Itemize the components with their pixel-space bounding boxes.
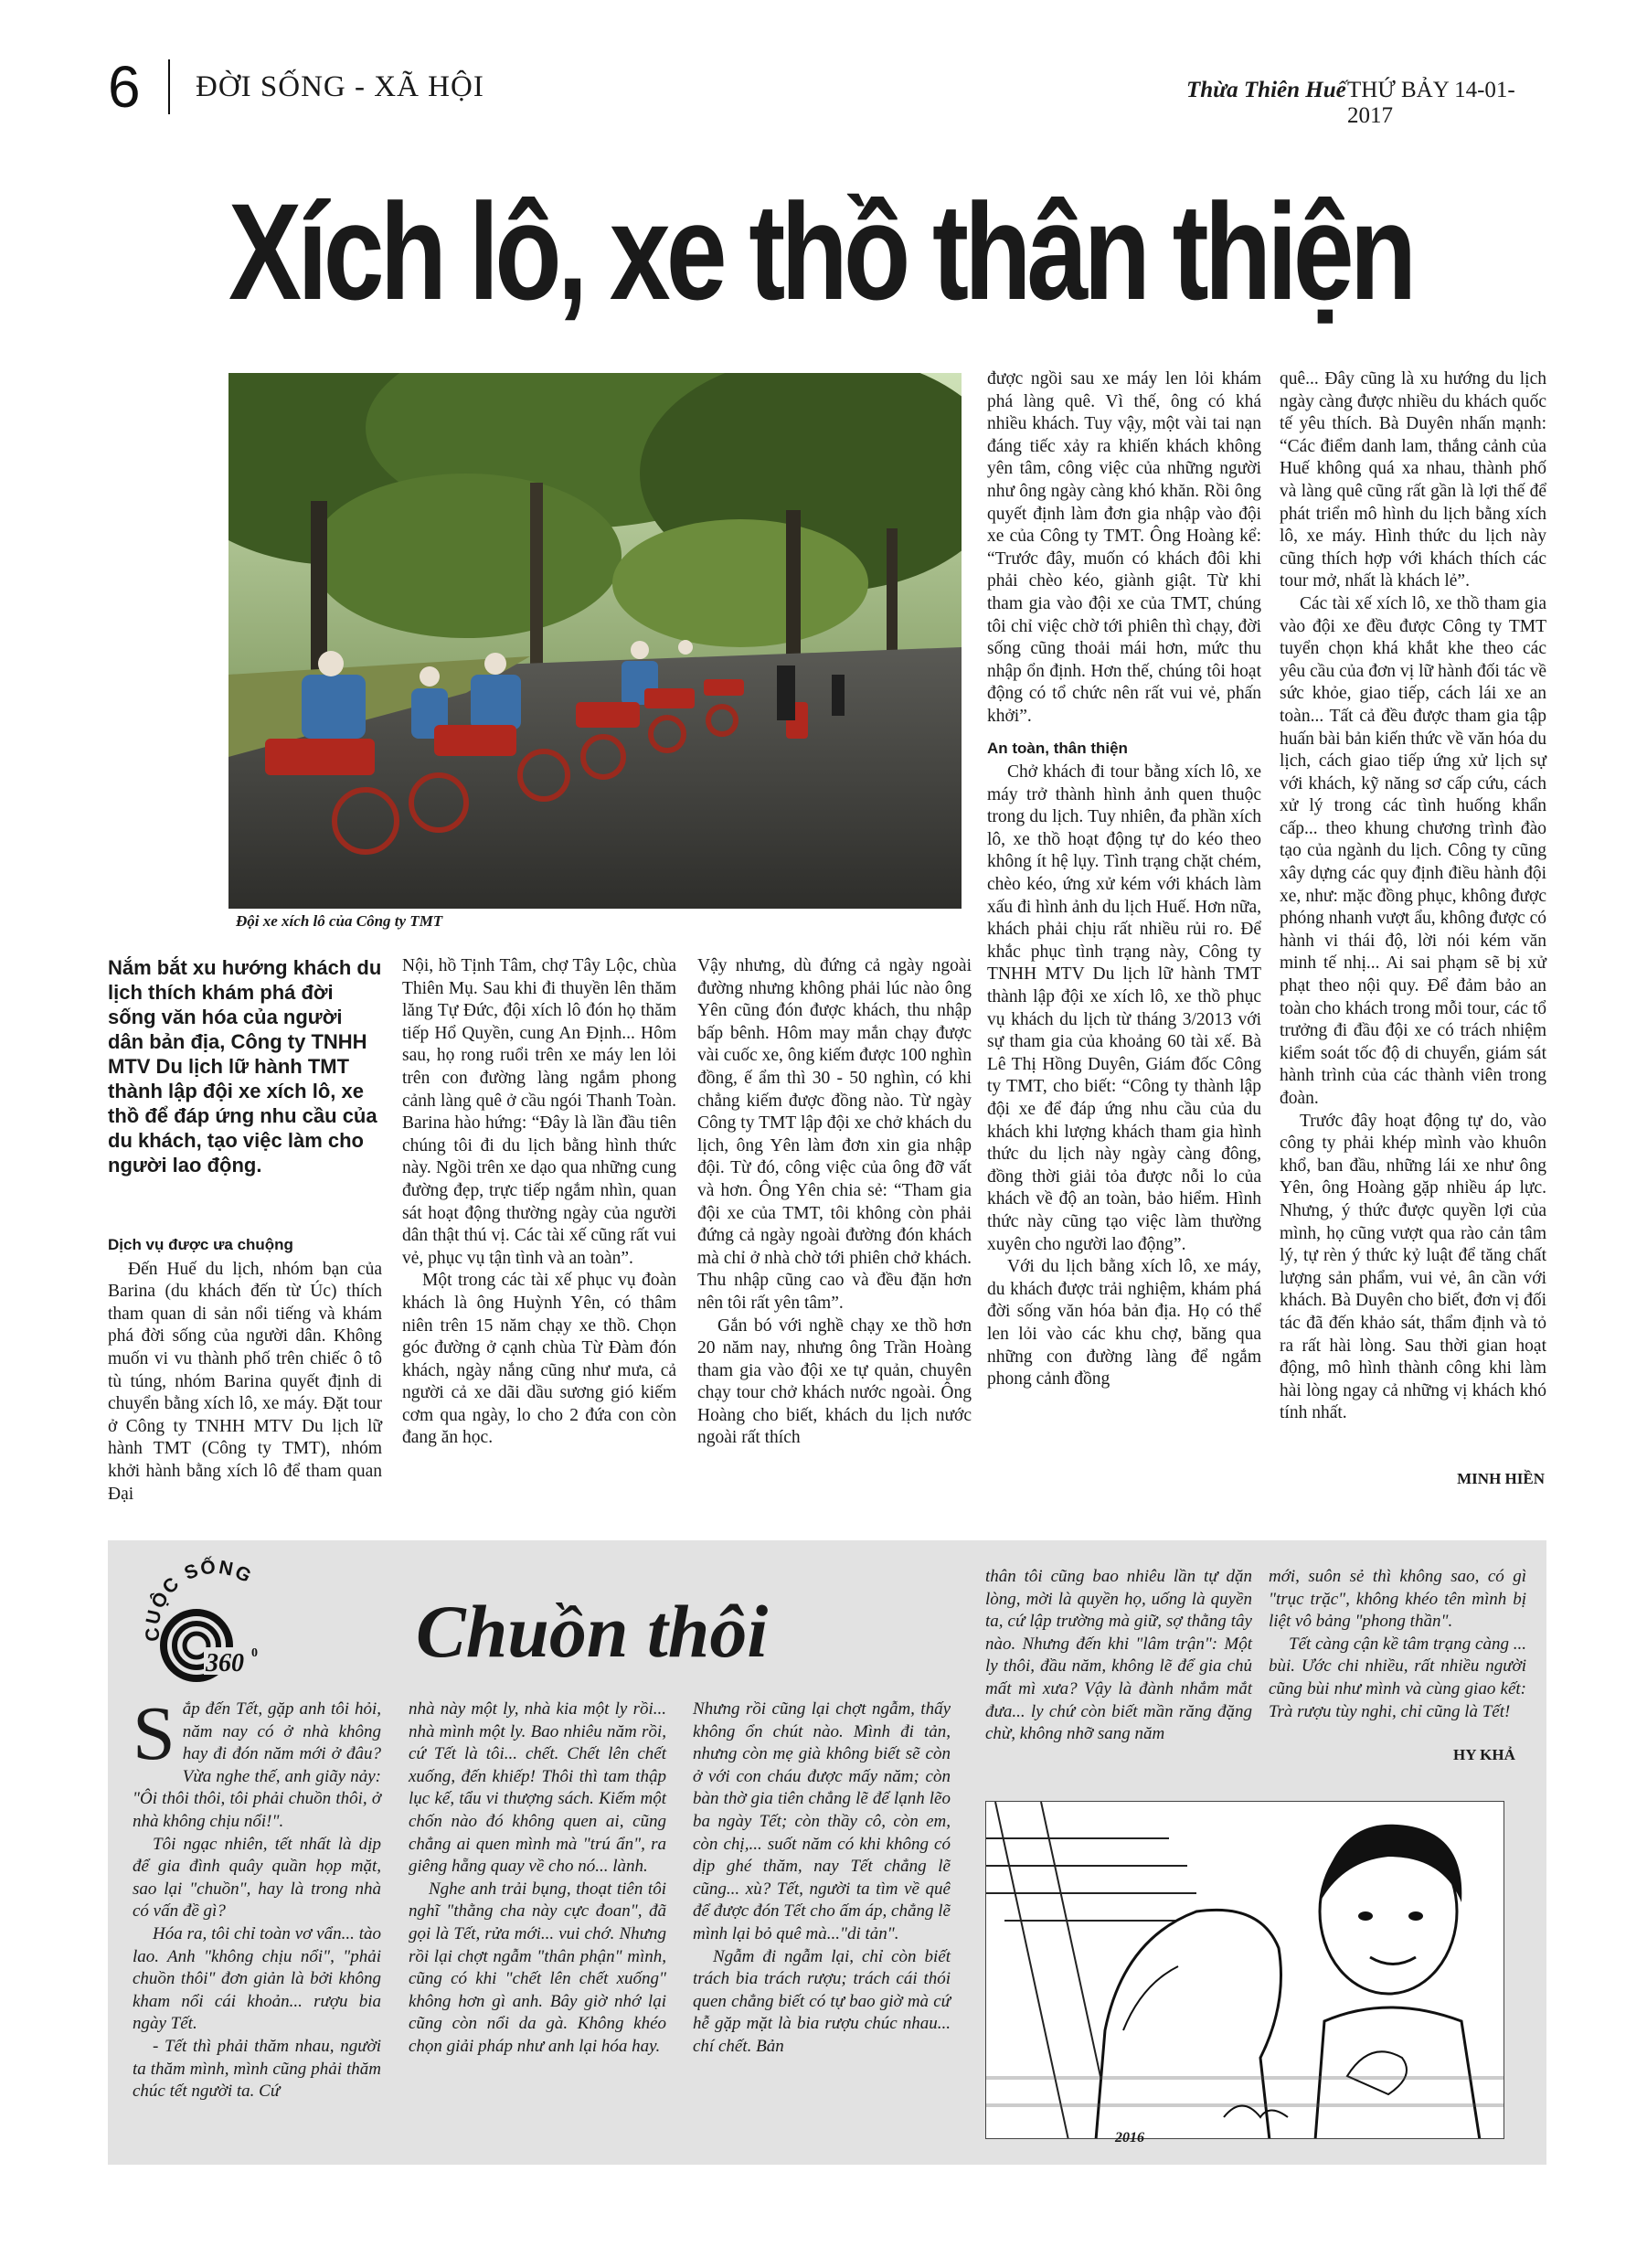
article-column-5 (1280, 368, 1546, 1425)
column-box-col-3 (693, 1698, 951, 2059)
page-header (108, 50, 1545, 128)
logo-degree: 0 (251, 1646, 258, 1660)
paragraph: Tết càng cận kề tâm trạng càng ... bùi. Ước chi nhiều, rất nhiều người cũng bùi như mình và cùng giao kết: Trà rượu tùy nghi, chỉ cũng là Tết! (1269, 1634, 1526, 1721)
paragraph: nhà này một ly, nhà kia một ly rồi... nhà mình một ly. Bao nhiêu năm rồi, cứ Tết là tôi... chết. Chết lên chết xuống, đến khiếp! Thôi thì tam thập lục kế, tẩu vi thượng sách. Kiếm một chốn nào đó không quen ai, cũng chẳng ai quen mình mà "trú ẩn", ra giêng hẵng quay về cho nó... lành. (409, 1699, 666, 1877)
paragraph: ắp đến Tết, gặp anh tôi hỏi, năm nay có ở nhà không hay đi đón năm mới ở đâu? Vừa nghe thế, anh giãy nảy: "Ôi thôi thôi, tôi phải chuồn thôi, ở nhà không chịu nổi!". (133, 1699, 381, 1831)
paragraph: Nội, hồ Tịnh Tâm, chợ Tây Lộc, chùa Thiên Mụ. Sau khi đi thuyền lên thăm lăng Tự Đức, đội xích lô đón họ thăm tiếp Hổ Quyền, cung An Định... Hôm sau, họ rong ruổi trên xe máy len lỏi trên con đường làng ngắm phong cảnh làng quê ở cầu ngói Thanh Toàn. Barina hào hứng: “Đây là lần đầu tiên chúng tôi đi du lịch bằng hình thức này. Ngồi trên xe dạo qua những cung đường đẹp, trực tiếp ngắm nhìn, quan sát hoạt động thường ngày của người dân thật thú vị. Các tài xế cũng rất vui vẻ, phục vụ tận tình và an toàn”. (402, 956, 676, 1268)
paragraph: Chở khách đi tour bằng xích lô, xe máy trở thành hình ảnh quen thuộc trong du lịch. Tuy nhiên, đa phần xích lô, xe thồ hoạt động tự do kéo theo không ít hệ lụy. Tình trạng chặt chém, chèo kéo, ứng xử kém với khách làm xấu đi hình ảnh du lịch Huế. Hơn nữa, khách phải chịu rất nhiều rủi ro. Để khắc phục tình trạng này, Công ty TNHH MTV Du lịch lữ hành TMT thành lập đội xe xích lô, xe thồ phục vụ khách du lịch từ tháng 3/2013 với sự tham gia của khoảng 60 tài xế. Bà Lê Thị Hồng Duyên, Giám đốc Công ty TMT, cho biết: “Công ty thành lập đội xe để đáp ứng nhu cầu của du khách khi lượng khách tham gia hình thức du lịch này ngày càng đông, đồng thời giải tỏa được nỗi lo của khách về độ an toàn, bảo hiểm. Hình thức này cũng tạo việc làm thường xuyên cho người lao động”. (987, 762, 1261, 1254)
paragraph: Nghe anh trải bụng, thoạt tiên tôi nghĩ "thằng cha này cực đoan", đã gọi là Tết, rửa mới... vui chớ. Nhưng rồi lại chợt ngẫm "thân phận" mình, cũng có khi "chết lên chết xuống" không hơn gì anh. Bây giờ nhớ lại cũng còn nổi da gà. Không khéo chọn giải pháp như anh lại hóa hay. (409, 1879, 666, 2056)
paragraph: Tôi ngạc nhiên, tết nhất là dịp để gia đình quây quần họp mặt, sao lại "chuồn", hay là trong nhà có vấn đề gì? (133, 1834, 381, 1922)
article-column-2 (402, 955, 676, 1450)
paragraph: Hóa ra, tôi chỉ toàn vơ vẩn... tào lao. Anh "không chịu nổi", "phải chuồn thôi" đơn giản là bởi không kham nổi cái khoản... rượu bia ngày Tết. (133, 1923, 381, 2034)
column-box-col-2 (409, 1698, 666, 2059)
paragraph: Đến Huế du lịch, nhóm bạn của Barina (du khách đến từ Úc) thích tham quan di sản nổi tiếng và khám phá đời sống của người dân. Không muốn vi vu thành phố trên chiếc ô tô tù túng, nhóm Barina quyết định di chuyển bằng xích lô, xe máy. Đặt tour ở Công ty TNHH MTV Du lịch lữ hành TMT (Công ty TMT), nhóm khởi hành bằng xích lô để tham quan Đại (108, 1259, 382, 1504)
publication-date: THỨ BẢY 14-01-2017 (1347, 78, 1515, 128)
subhead-safe-friendly: An toàn, thân thiện (987, 739, 1128, 757)
photo-caption: Đội xe xích lô của Công ty TMT (236, 912, 443, 930)
paragraph: thân tôi cũng bao nhiêu lần tự dặn lòng, mời là quyền họ, uống là quyền ta, cứ lập trường mà giữ, sợ thằng tây nào. Nhưng đến khi "lâm trận": Một ly thôi, đầu năm, không lẽ để gia chủ mất mì xưa? Vậy là đành nhắm mắt đưa... ly chứ còn biết mần răng đặng chừ, không nhỡ sang năm (985, 1567, 1252, 1744)
article-lead: Nắm bắt xu hướng khách du lịch thích khám phá đời sống văn hóa của người dân bản địa, Công ty TNHH MTV Du lịch lữ hành TMT thành lập đội xe xích lô, xe thồ để đáp ứng nhu cầu của du khách, tạo việc làm cho người lao động. (108, 956, 382, 1177)
logo-label: CUỘC SỐNG (142, 1556, 257, 1643)
drop-cap: S (133, 1691, 175, 1776)
paragraph: Vậy nhưng, dù đứng cả ngày ngoài đường nhưng không phải lúc nào ông Yên cũng đón được khách, thu nhập bấp bênh. Hôm may mắn chạy được vài cuốc xe, ông kiếm được 100 nghìn đồng, ế ẩm thì 30 - 50 nghìn, có khi chẳng kiếm được đồng nào. Từ ngày Công ty TMT lập đội xe chở khách du lịch, ông Yên làm đơn xin gia nhập đội. Từ đó, công việc của ông đỡ vất và hơn. Ông Yên chia sẻ: “Tham gia đội xe của TMT, tôi không còn phải đứng cả ngày ngoài đường đón khách mà chỉ ở nhà chờ tới phiên chở khách. Thu nhập cũng cao và đều đặn hơn nên tôi rất yên tâm”. (697, 956, 972, 1313)
column-byline: HY KHẢ (1453, 1746, 1515, 1763)
paragraph: Với du lịch bằng xích lô, xe máy, du khách được trải nghiệm, khám phá đời sống văn hóa bản địa. Họ có thể len lỏi vào các khu chợ, băng qua những con đường làng để ngắm phong cảnh đồng (987, 1257, 1261, 1390)
article-column-4 (987, 368, 1261, 1391)
header-divider (168, 59, 170, 114)
svg-text:CUỘC SỐNG (142, 1556, 256, 1643)
column-box-col-1 (133, 1691, 381, 2103)
cartoon-illustration (985, 1801, 1504, 2139)
column-title: Chuồn thôi (416, 1590, 769, 1673)
cuoc-song-360-logo (133, 1554, 297, 1682)
logo-number: 360 (206, 1649, 244, 1677)
column-box-col-4 (985, 1566, 1252, 1746)
paragraph: Gắn bó với nghề chạy xe thồ hơn 20 năm nay, nhưng ông Trần Hoàng tham gia vào đội xe tự quản, chuyên chạy tour chở khách nước ngoài. Ông Hoàng cho biết, khách du lịch nước ngoài rất thích (697, 1315, 972, 1448)
section-name: ĐỜI SỐNG - XÃ HỘI (196, 70, 484, 103)
paragraph: Nhưng rồi cũng lại chợt ngẫm, thấy không ổn chút nào. Mình đi tản, nhưng còn mẹ già không biết sẽ còn ở với con cháu được mấy năm; còn bàn thờ gia tiên chẳng lẽ để lạnh lẽo ba ngày Tết; còn thầy cô, còn em, còn chị,... suốt năm có khi không có dịp ghé thăm, nay Tết chẳng lẽ cũng... xù? Tết, người ta tìm về quê để được đón Tết cho ấm áp, chẳng lẽ mình lại bỏ quê mà..."di tản". (693, 1699, 951, 1943)
column-box-col-5 (1269, 1566, 1526, 1723)
article-photo (228, 373, 962, 909)
article-column-1 (108, 1225, 382, 1506)
newspaper-name: Thừa Thiên Huế (1186, 78, 1346, 102)
paragraph: mới, suôn sẻ thì không sao, có gì "trục trặc", không khéo tên mình bị liệt vô bảng "phong thần". (1269, 1567, 1526, 1632)
paragraph: Trước đây hoạt động tự do, vào công ty phải khép mình vào khuôn khổ, ban đầu, những lái xe như ông Yên, ông Hoàng gặp nhiều áp lực. Nhưng, ý thức được quyền lợi của mình, họ cũng vượt qua rào cản tâm lý, tự rèn ý thức kỷ luật để tăng chất lượng sản phẩm, vui vẻ, ân cần với khách. Bà Duyên cho biết, đơn vị đối tác đã đến khảo sát, thẩm định và tỏ ra rất hài lòng. Sau thời gian hoạt động, mô hình thành công khi làm hài lòng ngay cả những vị khách khó tính nhất. (1280, 1111, 1546, 1423)
paragraph: được ngồi sau xe máy len lỏi khám phá làng quê. Vì thế, ông có khá nhiều khách. Tuy vậy, một vài tai nạn đáng tiếc xảy ra khiến khách không yên tâm, công việc của những người như ông ngày càng khó khăn. Rồi ông quyết định làm đơn gia nhập vào đội xe của Công ty TMT. Ông Hoàng kể: “Trước đây, muốn có khách đôi khi phải chèo kéo, giành giật. Từ khi tham gia vào đội xe của TMT, chúng tôi chỉ việc chờ tới phiên thì chạy, đời sống cũng thoải mái hơn, mức thu nhập ổn định. Hơn thế, chúng tôi hoạt động có tổ chức nên rất vui vẻ, phấn khởi”. (987, 369, 1261, 726)
paragraph: quê... Đây cũng là xu hướng du lịch ngày càng được nhiều du khách quốc tế yêu thích. Bà Duyên nhấn mạnh: “Các điểm danh lam, thắng cảnh của Huế không quá xa nhau, thành phố và làng quê cũng rất gần là lợi thế để phát triển mô hình du lịch bằng xích lô, xe máy. Hình thức du lịch này cũng thích hợp với khách thích các tour mở, nhất là khách lẻ”. (1280, 369, 1546, 591)
article-byline: MINH HIỀN (1457, 1470, 1545, 1487)
subhead-popular-service: Dịch vụ được ưa chuộng (108, 1236, 293, 1253)
page-number: 6 (108, 54, 141, 120)
paragraph: Một trong các tài xế phục vụ đoàn khách là ông Huỳnh Yên, có thâm niên trên 15 năm chạy xe thồ. Chọn góc đường ở cạnh chùa Từ Đàm đón khách, ngày nắng cũng như mưa, cả người cả xe dãi dầu sương gió kiếm cơm qua ngày, lo cho 2 đứa con còn đang ăn học. (402, 1271, 676, 1448)
paragraph: Các tài xế xích lô, xe thồ tham gia vào đội xe đều được Công ty TMT tuyển chọn khá khắt khe theo các yêu cầu của đơn vị lữ hành đối tác về sức khỏe, giao tiếp, cách lái xe an toàn... Tất cả đều được tham gia tập huấn bài bản kiến thức về văn hóa du lịch, cách giao tiếp ứng xử lịch sự với khách, kỹ năng sơ cấp cứu, cách xử lý trong các tình huống khẩn cấp... theo khung chương trình đào tạo của ngành du lịch. Công ty cũng xây dựng các quy định điều hành đội xe, như: mặc đồng phục, không được phóng nhanh vượt ẩu, không được có hành vi thái độ, lời nói kém văn minh tế nhị... Ai sai phạm sẽ bị xử phạt theo nội quy. Để đảm bảo an toàn cho khách trong mỗi tour, các tổ trưởng đi đầu đội xe có trách nhiệm kiểm soát tốc độ di chuyển, giám sát hành trình của các thành viên trong đoàn. (1280, 593, 1546, 1108)
article-headline: Xích lô, xe thồ thân thiện (228, 175, 1413, 328)
article-column-3 (697, 955, 972, 1450)
paragraph: Ngẫm đi ngẫm lại, chỉ còn biết trách bia trách rượu; trách cái thói quen chẳng biết có tự bao giờ mà cứ hễ gặp mặt là bia rượu chúc nhau... chí chết. Bản (693, 1946, 951, 2056)
illustration-year: 2016 (1115, 2130, 1144, 2146)
paragraph: - Tết thì phải thăm nhau, người ta thăm mình, mình cũng phải thăm chúc tết người ta. Cứ (133, 2036, 381, 2102)
